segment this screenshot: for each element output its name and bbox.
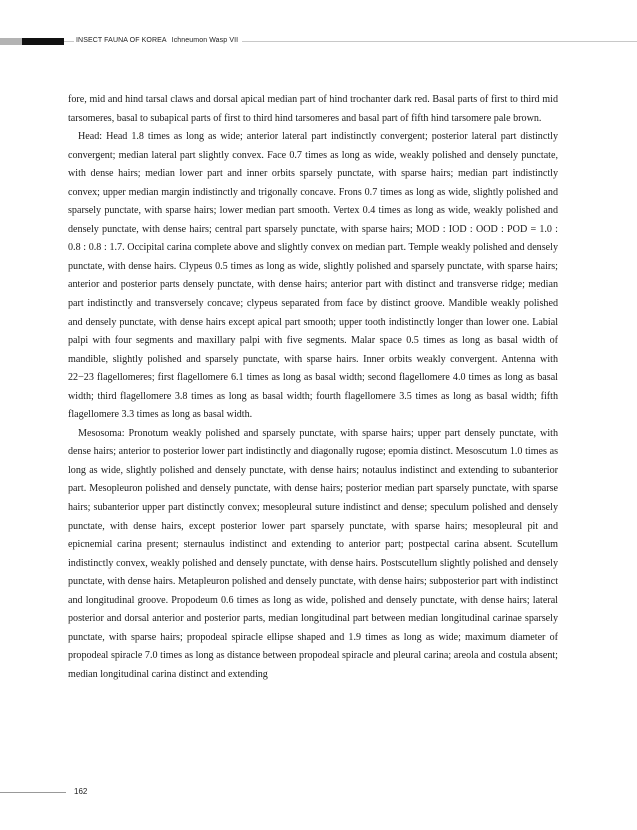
paragraph-coloration-continued: fore, mid and hind tarsal claws and dorsal apical median part of hind trochanter dark red. Basal parts of first to third mid tarsomeres, basal to subapical parts of first to third hind tarsomeres and basal part of fifth hind tarsomere pale brown. — [68, 94, 558, 124]
body-text — [68, 91, 558, 685]
header-subtitle: Ichneumon Wasp VII — [171, 37, 239, 44]
running-header — [74, 37, 242, 44]
header-black-bar — [22, 38, 64, 45]
header-section: INSECT FAUNA OF KOREA — [76, 37, 167, 44]
header-gray-bar — [0, 38, 22, 45]
page-number: 162 — [74, 787, 88, 796]
paragraph-mesosoma: Mesosoma: Pronotum weakly polished and sparsely punctate, with sparse hairs; upper part densely punctate, with dense hairs; anterior to posterior lower part indistinctly and diagonally rugose; epomia distinct. Mesoscutum 1.0 times as long as wide, slightly polished and densely punctate, with dense hairs; notaulus indistinct and extending to subanterior part. Mesopleuron polished and densely punctate, with dense hairs; posterior median part sparsely punctate, with sparse hairs; subanterior upper part distinctly convex; mesopleural suture indistinct and dense; speculum polished and densely punctate, with dense hairs, except posterior lower part sparsely punctate, with sparse hairs; mesopleural pit and epicnemial carina present; sternaulus indistinct and extending to anterior part; postpectal carina absent. Scutellum indistinctly convex, weakly polished and densely punctate, with dense hairs. Postscutellum slightly polished and densely punctate, with dense hairs. Metapleuron polished and densely punctate, with dense hairs; subposterior part with indistinct and longitudinal groove. Propodeum 0.6 times as long as wide, polished and densely punctate, with dense hairs; lateral posterior and dorsal anterior and posterior parts, median longitudinal part between median longitudinal carinae sparsely punctate, with sparse hairs; propodeal spiracle ellipse shaped and 1.9 times as long as wide; maximum diameter of propodeal spiracle 7.0 times as long as distance between propodeal spiracle and pleural carina; areola and costula absent; median longitudinal carina distinct and extending — [68, 427, 558, 680]
paragraph-head: Head: Head 1.8 times as long as wide; anterior lateral part indistinctly convergent; posterior lateral part distinctly convergent; median lateral part slightly convex. Face 0.7 times as long as wide, weakly polished and densely punctate, with dense hairs; median lower part and inner orbits sparsely punctate, with sparse hairs; median part indistinctly convex; upper median margin indistinctly and trigonally concave. Frons 0.7 times as long as wide, slightly polished and sparsely punctate, with sparse hairs; lower median part smooth. Vertex 0.4 times as long as wide, weakly polished and densely punctate, with dense hairs; central part sparsely punctate, with sparse hairs; MOD : IOD : OOD : POD = 1.0 : 0.8 : 0.8 : 1.7. Occipital carina complete above and slightly convex on median part. Temple weakly polished and densely punctate, with dense hairs. Clypeus 0.5 times as long as wide, slightly polished and sparsely punctate, with sparse hairs; anterior and posterior parts densely punctate, with dense hairs; anterior part with distinct and transverse ridge; median part indistinctly and transversely concave; clypeus separated from face by distinct groove. Mandible weakly polished and densely punctate, with dense hairs except apical part smooth; upper tooth indistinctly longer than lower one. Labial palpi with four segments and maxillary palpi with five segments. Malar space 0.5 times as long as basal width of mandible, slightly polished and sparsely punctate, with sparse hairs. Inner orbits weakly convergent. Antenna with 22−23 flagellomeres; first flagellomere 6.1 times as long as basal width; second flagellomere 4.0 times as long as basal width; third flagellomere 3.8 times as long as basal width; fourth flagellomere 3.5 times as long as basal width; fifth flagellomere 3.3 times as long as basal width. — [68, 131, 558, 421]
footer-rule — [0, 792, 66, 793]
